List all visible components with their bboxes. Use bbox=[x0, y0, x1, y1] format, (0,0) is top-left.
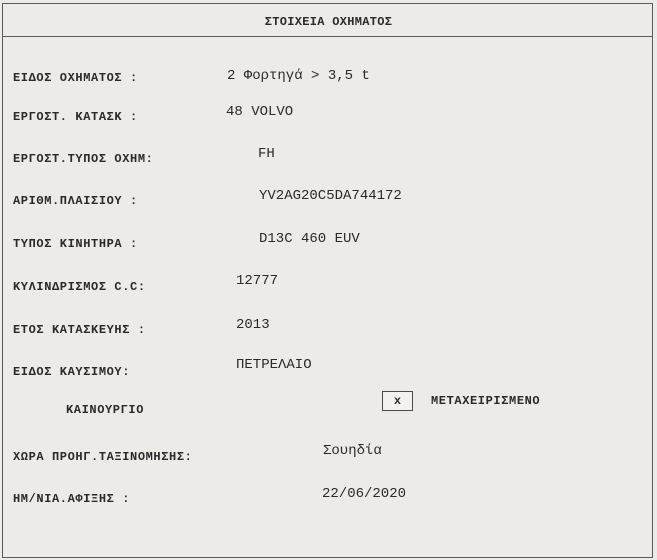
previous-registration-country-label: ΧΩΡΑ ΠΡΟΗΓ.ΤΑΞΙΝΟΜΗΣΗΣ: bbox=[13, 450, 193, 464]
displacement-label: ΚΥΛΙΝΔΡΙΣΜΟΣ C.C: bbox=[13, 280, 146, 294]
fuel-type-label: ΕΙΔΟΣ ΚΑΥΣΙΜΟΥ: bbox=[13, 365, 131, 379]
chassis-number-label: ΑΡΙΘΜ.ΠΛΑΙΣΙΟΥ : bbox=[13, 194, 138, 208]
manufacturer-label: ΕΡΓΟΣΤ. ΚΑΤΑΣΚ : bbox=[13, 110, 138, 124]
manufacture-year-value: 2013 bbox=[236, 317, 270, 333]
arrival-date-value: 22/06/2020 bbox=[322, 486, 407, 502]
manufacturer-value: 48 VOLVO bbox=[226, 104, 294, 120]
vehicle-model-label: ΕΡΓΟΣΤ.ΤΥΠΟΣ ΟΧΗΜ: bbox=[13, 152, 154, 166]
arrival-date-label: ΗΜ/ΝΙΑ.ΑΦΙΞΗΣ : bbox=[13, 492, 131, 506]
displacement-value: 12777 bbox=[236, 273, 279, 289]
engine-type-label: ΤΥΠΟΣ ΚΙΝΗΤΗΡΑ : bbox=[13, 237, 138, 251]
engine-type-value: D13C 460 EUV bbox=[259, 231, 360, 247]
form-title: ΣΤΟΙΧΕΙΑ ΟΧΗΜΑΤΟΣ bbox=[264, 15, 393, 29]
vehicle-model-value: FH bbox=[258, 146, 275, 162]
used-vehicle-label: ΜΕΤΑΧΕΙΡΙΣΜΕΝΟ bbox=[431, 394, 541, 408]
new-vehicle-label: ΚΑΙΝΟΥΡΓΙΟ bbox=[66, 403, 145, 417]
vehicle-type-value: 2 Φορτηγά > 3,5 t bbox=[227, 68, 370, 84]
previous-registration-country-value: Σουηδία bbox=[323, 443, 382, 459]
used-vehicle-checkbox[interactable]: x bbox=[382, 391, 413, 411]
vehicle-type-label: ΕΙΔΟΣ ΟΧΗΜΑΤΟΣ : bbox=[13, 71, 138, 85]
manufacture-year-label: ΕΤΟΣ ΚΑΤΑΣΚΕΥΗΣ : bbox=[13, 323, 146, 337]
chassis-number-value: YV2AG20C5DA744172 bbox=[259, 188, 402, 204]
fuel-type-value: ΠΕΤΡΕΛΑΙΟ bbox=[236, 357, 312, 373]
header-divider bbox=[2, 36, 653, 37]
